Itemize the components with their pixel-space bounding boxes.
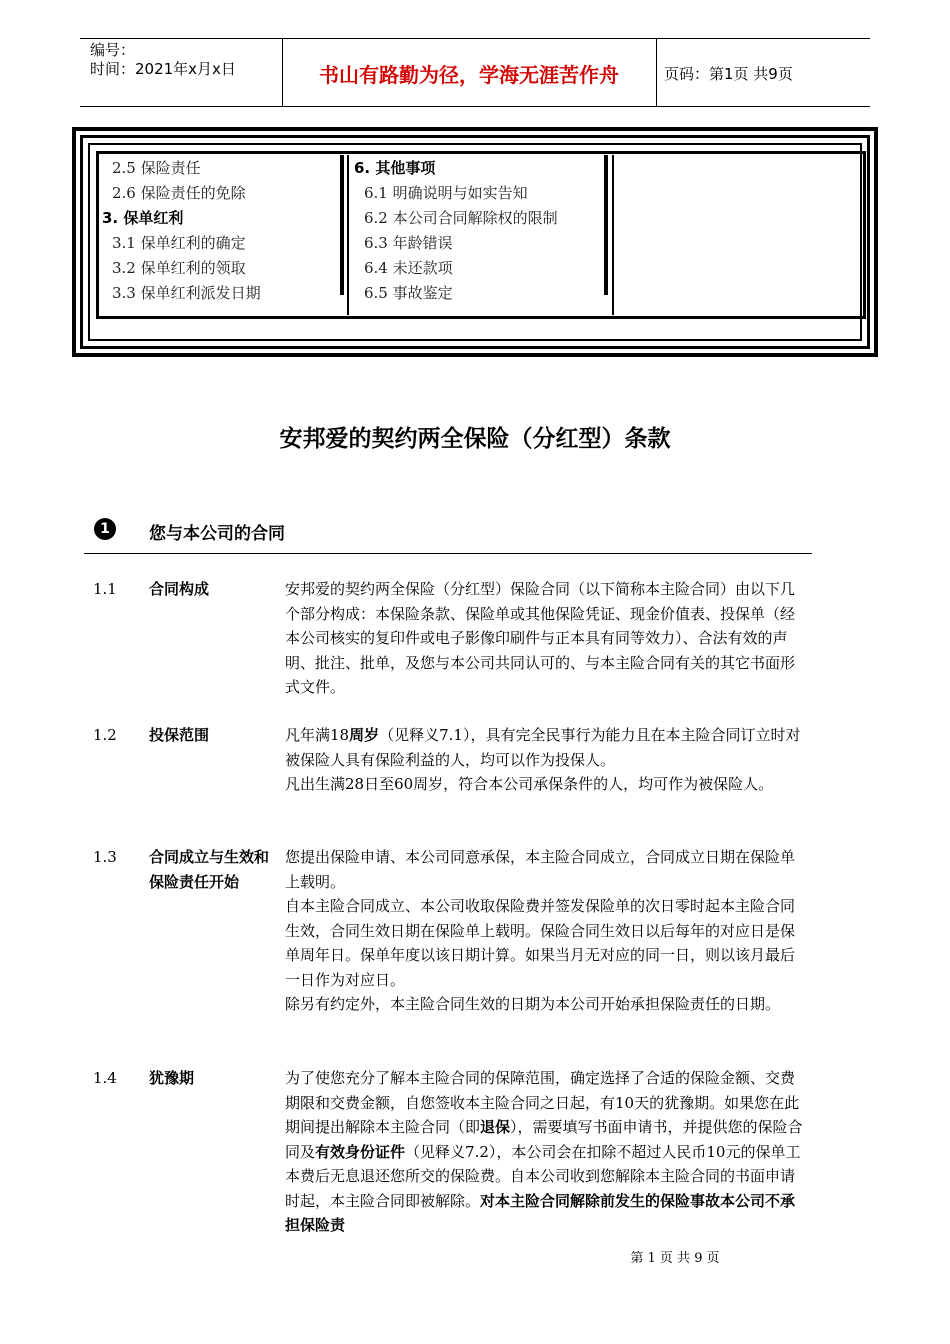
toc-entry: 6.1 明确说明与如实告知 (364, 184, 528, 202)
clause-paragraph (285, 772, 805, 797)
toc-column-divider (340, 155, 344, 295)
clause-body (285, 577, 805, 700)
paragraph-text: （见释义7.2），本公司会在扣除不超过人民币10元的保单工本费后无息退还您所交的保险费。自本公司收到您解除本主险合同的书面申请时起，本主险合同即被解除。 (285, 1142, 801, 1210)
clause-heading: 投保范围 (149, 726, 210, 744)
paragraph-text: （见释义7.1），具有完全民事行为能力且在本主险合同订立时对被保险人具有保险利益的人，均可以作为投保人。 (285, 726, 801, 769)
paragraph-text: 自本主险合同成立、本公司收取保险费并签发保险单的次日零时起本主险合同生效，合同生效日期在保险单上载明。保险合同生效日以后每年的对应日是保单周年日。保单年度以该日期计算。如果当月无对应的同一日，则以该月最后一日作为对应日。 (285, 897, 796, 989)
toc-entry: 3.3 保单红利派发日期 (112, 284, 261, 302)
toc-entry: 6.5 事故鉴定 (364, 284, 453, 302)
header-motto: 书山有路勤为径，学海无涯苦作舟 (319, 63, 619, 87)
clause-paragraph (285, 577, 805, 700)
page-header (80, 38, 870, 107)
section-divider (84, 553, 812, 554)
clause-number: 1.2 (93, 726, 117, 744)
paragraph-text: 为了使您充分了解本主险合同的保障范围，确定选择了合适的保险金额、交费期限和交费金额，自您签收本主险合同之日起，有10天的犹豫期。如果您在此期间提出解除本主险合同（即 (285, 1069, 800, 1136)
toc-column-divider (612, 155, 614, 315)
toc-chapter-heading: 6. 其他事项 (354, 159, 436, 177)
toc-entry: 6.3 年龄错误 (364, 234, 453, 252)
paragraph-text: 凡年满18 (285, 726, 350, 744)
emphasized-text: 有效身份证件 (315, 1142, 406, 1161)
section-title: 您与本公司的合同 (149, 524, 285, 544)
paragraph-text: 凡出生满28日至60周岁，符合本公司承保条件的人，均可作为被保险人。 (285, 775, 774, 793)
header-meta (90, 41, 236, 79)
clause-paragraph (285, 845, 805, 894)
clause-paragraph (285, 723, 805, 772)
clause-body (285, 1066, 805, 1238)
clause-body (285, 723, 805, 797)
clause-heading: 合同构成 (149, 580, 210, 598)
toc-entry: 6.4 未还款项 (364, 259, 453, 277)
clause-number: 1.3 (93, 848, 117, 866)
emphasized-text: 对本主险合同解除前发生的保险事故本公司不承担保险责 (285, 1191, 796, 1234)
toc-column-divider (347, 155, 349, 315)
section-number-badge: 1 (94, 518, 116, 540)
clause-paragraph (285, 992, 805, 1017)
clause-number: 1.4 (93, 1069, 117, 1087)
toc-entry: 3.2 保单红利的领取 (112, 259, 246, 277)
toc-chapter-heading: 3. 保单红利 (102, 209, 184, 227)
toc-column-divider (604, 155, 608, 295)
clause-body (285, 845, 805, 1017)
toc-column-left (102, 156, 261, 306)
document-date: 时间：2021年x月x日 (90, 60, 236, 78)
header-page-number: 页码：第1页 共9页 (664, 65, 793, 83)
toc-entry: 2.6 保险责任的免除 (112, 184, 246, 202)
clause-paragraph (285, 1066, 805, 1238)
emphasized-text: 退保 (480, 1118, 511, 1136)
document-number-label: 编号： (90, 41, 136, 59)
toc-column-right (354, 156, 558, 306)
clause-paragraph (285, 894, 805, 992)
toc-entry: 6.2 本公司合同解除权的限制 (364, 209, 558, 227)
document-title: 安邦爱的契约两全保险（分红型）条款 (279, 426, 671, 452)
paragraph-text: 安邦爱的契约两全保险（分红型）保险合同（以下简称本主险合同）由以下几个部分构成：本保险条款、保险单或其他保险凭证、现金价值表、投保单（经本公司核实的复印件或电子影像印刷件与正本具有同等效力）、合法有效的声明、批注、批单，及您与本公司共同认可的、与本主险合同有关的其它书面形式文件。 (285, 580, 796, 696)
page-footer: 第 1 页 共 9 页 (630, 1251, 720, 1266)
clause-heading: 合同成立与生效和保险责任开始 (149, 848, 270, 891)
paragraph-text: 除另有约定外，本主险合同生效的日期为本公司开始承担保险责任的日期。 (285, 995, 781, 1013)
clause-number: 1.1 (93, 580, 117, 598)
paragraph-text: 您提出保险申请、本公司同意承保，本主险合同成立，合同成立日期在保险单上载明。 (285, 848, 796, 891)
clause-heading: 犹豫期 (149, 1069, 195, 1087)
toc-entry: 2.5 保险责任 (112, 159, 201, 177)
emphasized-text: 周岁 (349, 726, 380, 744)
toc-entry: 3.1 保单红利的确定 (112, 234, 246, 252)
header-divider (656, 39, 657, 106)
paragraph-text: ），需要填写书面申请书，并提供您的保险合同及 (285, 1118, 803, 1161)
